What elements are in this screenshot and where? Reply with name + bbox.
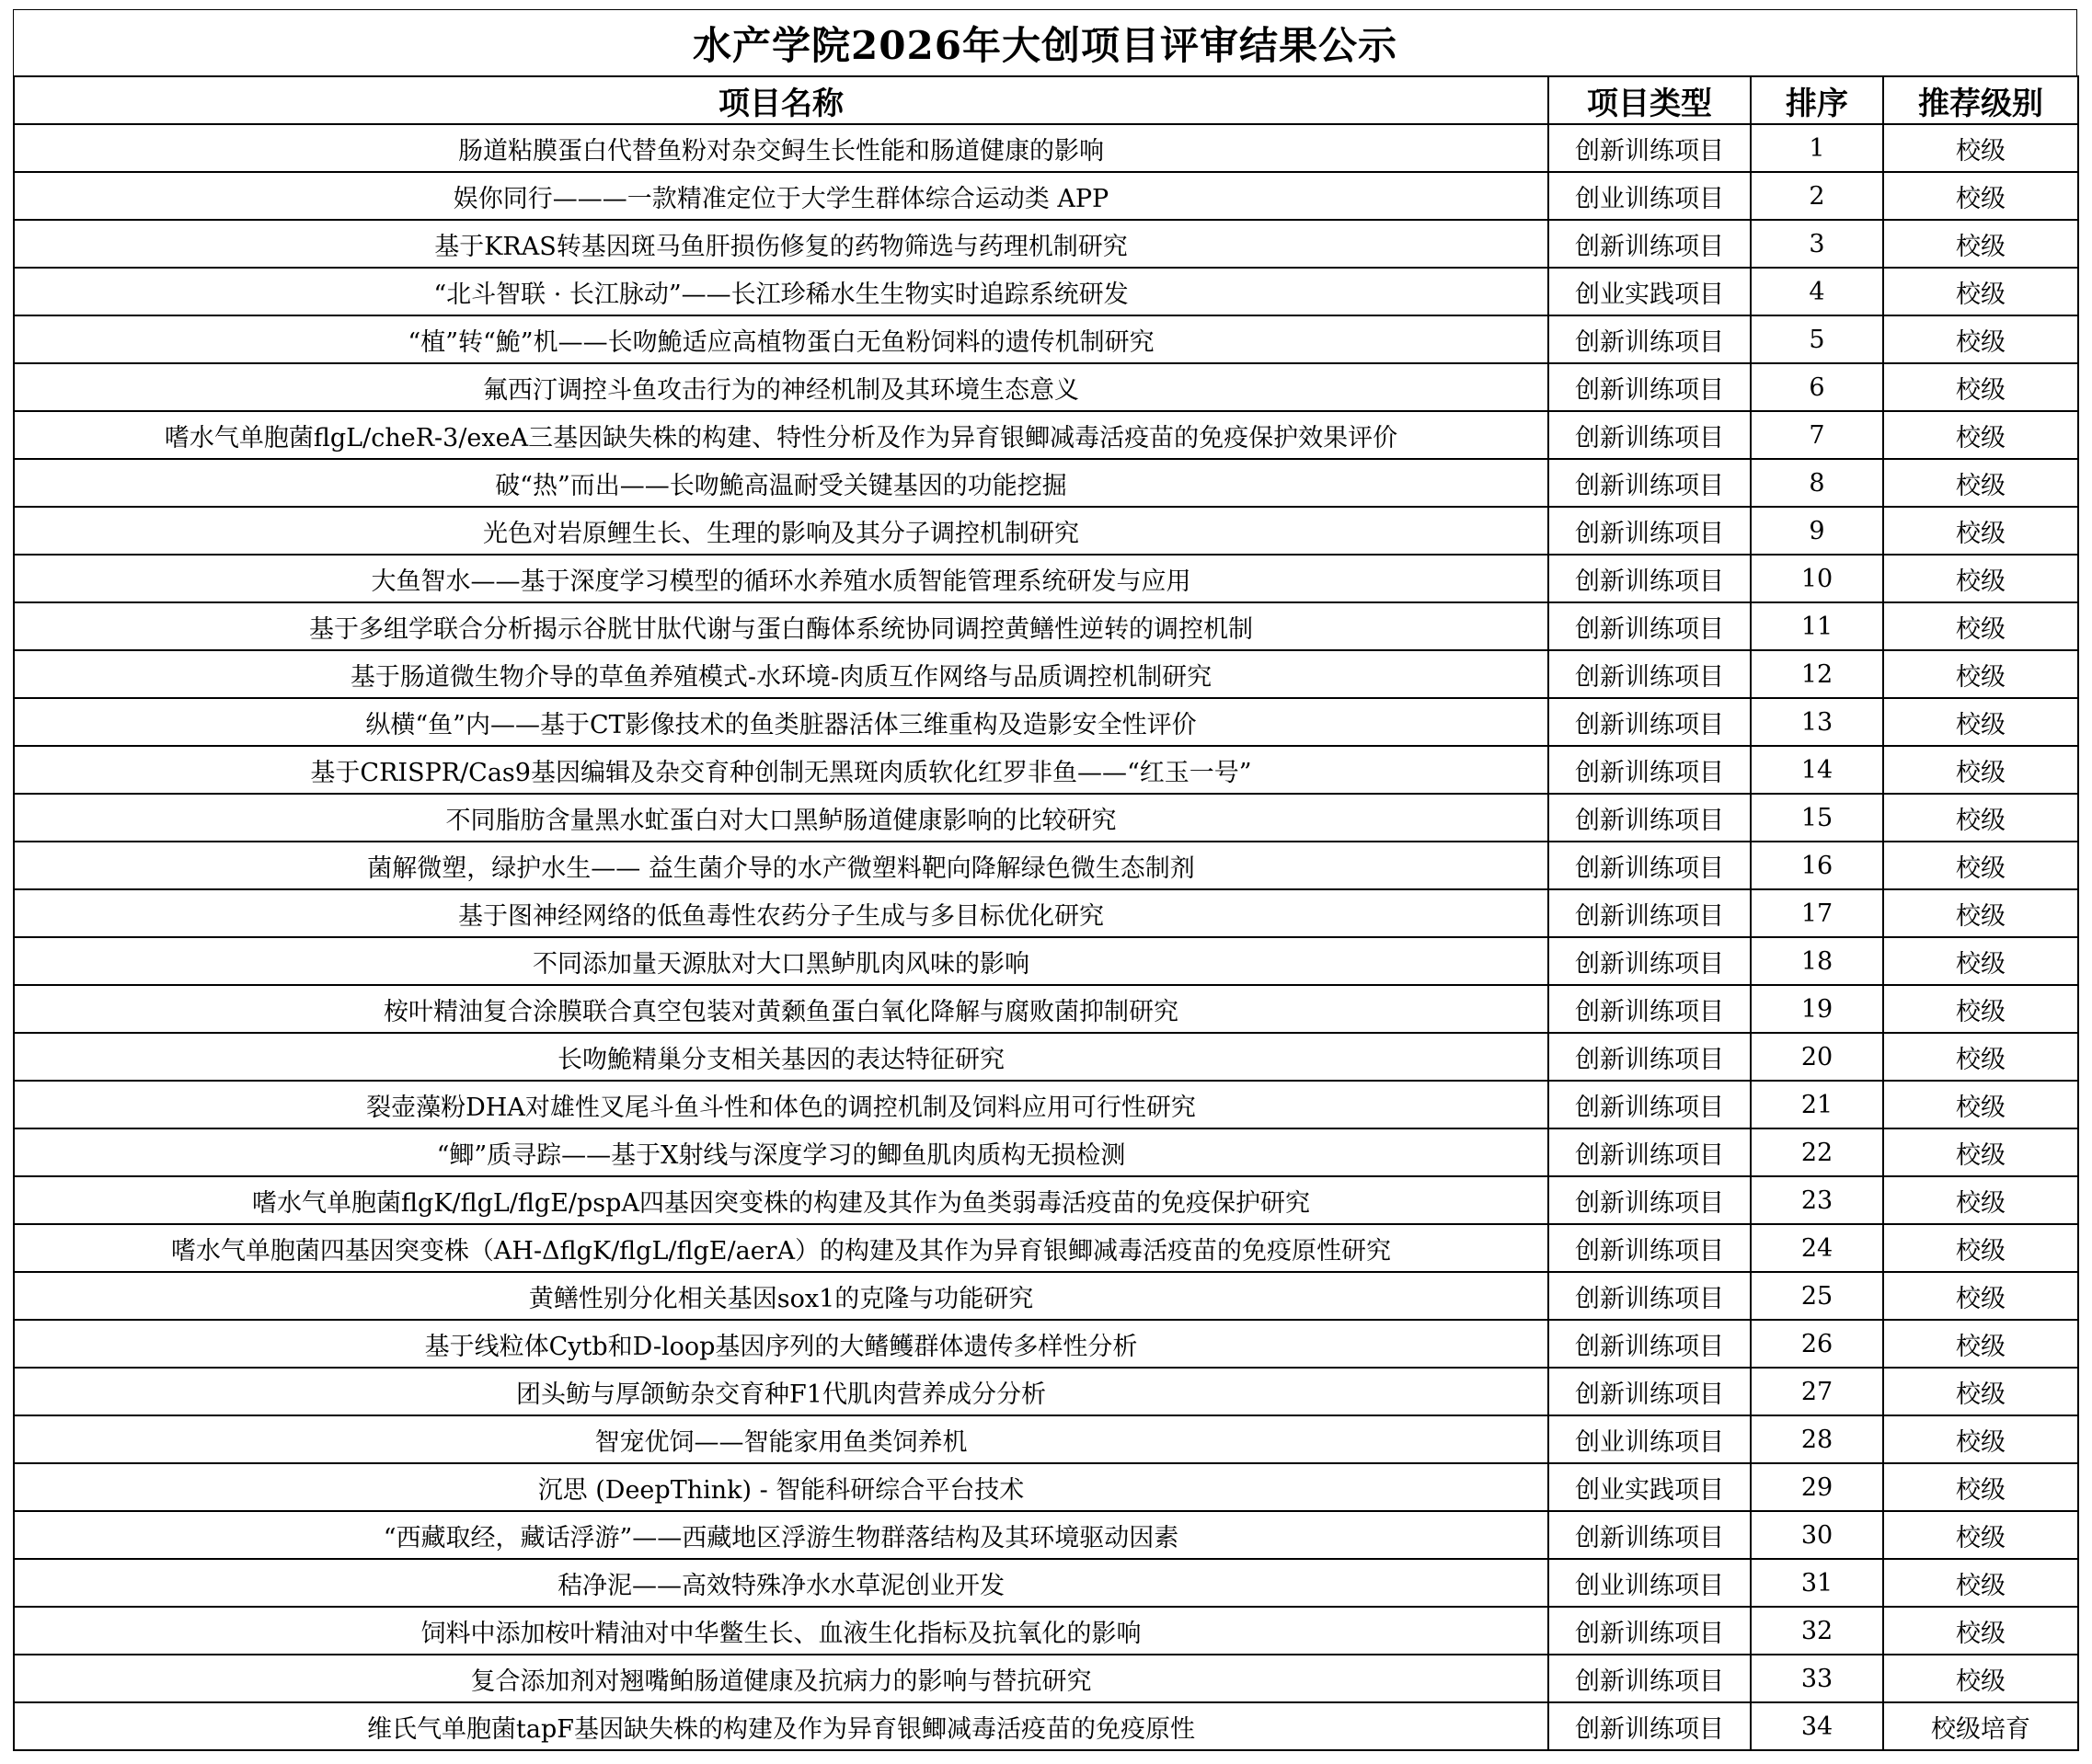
table-body [14, 124, 2078, 1750]
table-row [14, 698, 2078, 746]
project-type-cell: 创业实践项目 [1548, 1463, 1751, 1511]
level-cell: 校级 [1883, 842, 2078, 889]
rank-cell: 21 [1751, 1081, 1883, 1128]
project-name-cell: 秸净泥——高效特殊净水水草泥创业开发 [14, 1559, 1548, 1607]
title-box [13, 9, 2077, 75]
level-cell: 校级 [1883, 363, 2078, 411]
rank-cell: 1 [1751, 124, 1883, 172]
rank-cell: 9 [1751, 507, 1883, 555]
table-row [14, 459, 2078, 507]
rank-cell: 27 [1751, 1368, 1883, 1415]
table-row [14, 889, 2078, 937]
project-name-cell: 菌解微塑，绿护水生—— 益生菌介导的水产微塑料靶向降解绿色微生态制剂 [14, 842, 1548, 889]
table-row [14, 507, 2078, 555]
level-cell: 校级 [1883, 1607, 2078, 1655]
level-cell: 校级 [1883, 602, 2078, 650]
rank-cell: 3 [1751, 220, 1883, 268]
level-cell: 校级 [1883, 698, 2078, 746]
level-cell: 校级 [1883, 746, 2078, 794]
project-name-cell: “植”转“鮠”机——长吻鮠适应高植物蛋白无鱼粉饲料的遗传机制研究 [14, 315, 1548, 363]
project-type-cell: 创业训练项目 [1548, 172, 1751, 220]
project-name-cell: 嗜水气单胞菌四基因突变株（AH-ΔflgK/flgL/flgE/aerA）的构建及其作为异育银鲫减毒活疫苗的免疫原性研究 [14, 1224, 1548, 1272]
results-document [13, 9, 2079, 1751]
project-type-cell: 创新训练项目 [1548, 746, 1751, 794]
project-name-cell: “西藏取经，藏话浮游”——西藏地区浮游生物群落结构及其环境驱动因素 [14, 1511, 1548, 1559]
project-name-cell: 基于KRAS转基因斑马鱼肝损伤修复的药物筛选与药理机制研究 [14, 220, 1548, 268]
level-cell: 校级 [1883, 1224, 2078, 1272]
level-cell: 校级 [1883, 1176, 2078, 1224]
project-name-cell: 嗜水气单胞菌flgL/cheR-3/exeA三基因缺失株的构建、特性分析及作为异育银鲫减毒活疫苗的免疫保护效果评价 [14, 411, 1548, 459]
rank-cell: 2 [1751, 172, 1883, 220]
table-row [14, 985, 2078, 1033]
rank-cell: 5 [1751, 315, 1883, 363]
project-name-cell: 饲料中添加桉叶精油对中华鳖生长、血液生化指标及抗氧化的影响 [14, 1607, 1548, 1655]
level-cell: 校级 [1883, 937, 2078, 985]
level-cell: 校级 [1883, 1463, 2078, 1511]
level-cell: 校级 [1883, 650, 2078, 698]
project-type-cell: 创业训练项目 [1548, 1559, 1751, 1607]
project-type-cell: 创新训练项目 [1548, 315, 1751, 363]
rank-cell: 16 [1751, 842, 1883, 889]
rank-cell: 7 [1751, 411, 1883, 459]
project-name-cell: 基于线粒体Cytb和D-loop基因序列的大鳍鳠群体遗传多样性分析 [14, 1320, 1548, 1368]
header-row [14, 76, 2078, 124]
level-cell: 校级 [1883, 1415, 2078, 1463]
rank-cell: 20 [1751, 1033, 1883, 1081]
project-type-cell: 创新训练项目 [1548, 698, 1751, 746]
project-type-cell: 创新训练项目 [1548, 507, 1751, 555]
level-cell: 校级 [1883, 794, 2078, 842]
rank-cell: 18 [1751, 937, 1883, 985]
table-row [14, 268, 2078, 315]
project-type-cell: 创新训练项目 [1548, 1655, 1751, 1702]
table-row [14, 220, 2078, 268]
project-name-cell: 黄鳝性别分化相关基因sox1的克隆与功能研究 [14, 1272, 1548, 1320]
level-cell: 校级 [1883, 1511, 2078, 1559]
table-row [14, 1607, 2078, 1655]
results-table [13, 75, 2079, 1751]
rank-cell: 10 [1751, 555, 1883, 602]
level-cell: 校级 [1883, 1272, 2078, 1320]
table-row [14, 1655, 2078, 1702]
level-cell: 校级 [1883, 411, 2078, 459]
project-name-cell: 裂壶藻粉DHA对雄性叉尾斗鱼斗性和体色的调控机制及饲料应用可行性研究 [14, 1081, 1548, 1128]
project-type-cell: 创新训练项目 [1548, 1176, 1751, 1224]
level-cell: 校级 [1883, 459, 2078, 507]
project-type-cell: 创新训练项目 [1548, 555, 1751, 602]
table-row [14, 1272, 2078, 1320]
project-type-cell: 创新训练项目 [1548, 1702, 1751, 1750]
table-row [14, 363, 2078, 411]
project-type-cell: 创新训练项目 [1548, 1033, 1751, 1081]
project-name-cell: 团头鲂与厚颌鲂杂交育种F1代肌肉营养成分分析 [14, 1368, 1548, 1415]
table-row [14, 937, 2078, 985]
level-cell: 校级 [1883, 315, 2078, 363]
project-type-cell: 创新训练项目 [1548, 1320, 1751, 1368]
table-row [14, 1415, 2078, 1463]
table-row [14, 124, 2078, 172]
table-row [14, 1368, 2078, 1415]
project-type-cell: 创新训练项目 [1548, 937, 1751, 985]
rank-cell: 14 [1751, 746, 1883, 794]
rank-cell: 26 [1751, 1320, 1883, 1368]
rank-cell: 13 [1751, 698, 1883, 746]
table-row [14, 794, 2078, 842]
table-row [14, 172, 2078, 220]
project-type-cell: 创新训练项目 [1548, 842, 1751, 889]
project-name-cell: 智宠优饲——智能家用鱼类饲养机 [14, 1415, 1548, 1463]
project-name-cell: 娱你同行———一款精准定位于大学生群体综合运动类 APP [14, 172, 1548, 220]
table-row [14, 650, 2078, 698]
project-type-cell: 创新训练项目 [1548, 794, 1751, 842]
table-row [14, 1463, 2078, 1511]
project-type-cell: 创新训练项目 [1548, 1272, 1751, 1320]
level-cell: 校级 [1883, 507, 2078, 555]
table-row [14, 1320, 2078, 1368]
rank-cell: 24 [1751, 1224, 1883, 1272]
project-type-cell: 创新训练项目 [1548, 985, 1751, 1033]
level-cell: 校级 [1883, 1368, 2078, 1415]
project-name-cell: 不同添加量天源肽对大口黑鲈肌肉风味的影响 [14, 937, 1548, 985]
project-type-cell: 创新训练项目 [1548, 650, 1751, 698]
project-name-cell: 维氏气单胞菌tapF基因缺失株的构建及作为异育银鲫减毒活疫苗的免疫原性 [14, 1702, 1548, 1750]
rank-cell: 29 [1751, 1463, 1883, 1511]
rank-cell: 28 [1751, 1415, 1883, 1463]
table-row [14, 555, 2078, 602]
level-cell: 校级 [1883, 1320, 2078, 1368]
table-row [14, 1224, 2078, 1272]
rank-cell: 31 [1751, 1559, 1883, 1607]
project-name-cell: 基于肠道微生物介导的草鱼养殖模式-水环境-肉质互作网络与品质调控机制研究 [14, 650, 1548, 698]
project-name-cell: 桉叶精油复合涂膜联合真空包装对黄颡鱼蛋白氧化降解与腐败菌抑制研究 [14, 985, 1548, 1033]
project-type-cell: 创新训练项目 [1548, 1368, 1751, 1415]
table-row [14, 1559, 2078, 1607]
project-name-cell: 光色对岩原鲤生长、生理的影响及其分子调控机制研究 [14, 507, 1548, 555]
table-row [14, 1081, 2078, 1128]
project-name-cell: 基于多组学联合分析揭示谷胱甘肽代谢与蛋白酶体系统协同调控黄鳝性逆转的调控机制 [14, 602, 1548, 650]
header-level: 推荐级别 [1883, 76, 2078, 124]
project-type-cell: 创业实践项目 [1548, 268, 1751, 315]
level-cell: 校级 [1883, 985, 2078, 1033]
project-type-cell: 创新训练项目 [1548, 889, 1751, 937]
project-type-cell: 创新训练项目 [1548, 459, 1751, 507]
project-name-cell: 基于CRISPR/Cas9基因编辑及杂交育种创制无黑斑肉质软化红罗非鱼——“红玉一号” [14, 746, 1548, 794]
level-cell: 校级 [1883, 1081, 2078, 1128]
table-row [14, 842, 2078, 889]
project-name-cell: “鲫”质寻踪——基于X射线与深度学习的鲫鱼肌肉质构无损检测 [14, 1128, 1548, 1176]
level-cell: 校级 [1883, 1559, 2078, 1607]
rank-cell: 34 [1751, 1702, 1883, 1750]
level-cell: 校级 [1883, 1033, 2078, 1081]
project-name-cell: 不同脂肪含量黑水虻蛋白对大口黑鲈肠道健康影响的比较研究 [14, 794, 1548, 842]
project-type-cell: 创新训练项目 [1548, 1607, 1751, 1655]
rank-cell: 22 [1751, 1128, 1883, 1176]
level-cell: 校级 [1883, 220, 2078, 268]
rank-cell: 12 [1751, 650, 1883, 698]
project-type-cell: 创新训练项目 [1548, 602, 1751, 650]
rank-cell: 25 [1751, 1272, 1883, 1320]
project-name-cell: 基于图神经网络的低鱼毒性农药分子生成与多目标优化研究 [14, 889, 1548, 937]
rank-cell: 23 [1751, 1176, 1883, 1224]
rank-cell: 17 [1751, 889, 1883, 937]
project-type-cell: 创新训练项目 [1548, 411, 1751, 459]
rank-cell: 32 [1751, 1607, 1883, 1655]
level-cell: 校级 [1883, 1128, 2078, 1176]
header-project-name: 项目名称 [14, 76, 1548, 124]
level-cell: 校级 [1883, 889, 2078, 937]
project-type-cell: 创新训练项目 [1548, 220, 1751, 268]
project-name-cell: 长吻鮠精巢分支相关基因的表达特征研究 [14, 1033, 1548, 1081]
level-cell: 校级 [1883, 124, 2078, 172]
rank-cell: 11 [1751, 602, 1883, 650]
project-name-cell: 纵横“鱼”内——基于CT影像技术的鱼类脏器活体三维重构及造影安全性评价 [14, 698, 1548, 746]
table-row [14, 1702, 2078, 1750]
rank-cell: 8 [1751, 459, 1883, 507]
project-name-cell: 肠道粘膜蛋白代替鱼粉对杂交鲟生长性能和肠道健康的影响 [14, 124, 1548, 172]
project-type-cell: 创新训练项目 [1548, 124, 1751, 172]
rank-cell: 6 [1751, 363, 1883, 411]
project-name-cell: 大鱼智水——基于深度学习模型的循环水养殖水质智能管理系统研发与应用 [14, 555, 1548, 602]
project-type-cell: 创新训练项目 [1548, 1224, 1751, 1272]
level-cell: 校级 [1883, 268, 2078, 315]
project-type-cell: 创新训练项目 [1548, 1081, 1751, 1128]
table-row [14, 1033, 2078, 1081]
header-rank: 排序 [1751, 76, 1883, 124]
project-type-cell: 创新训练项目 [1548, 1511, 1751, 1559]
project-name-cell: 沉思 (DeepThink) - 智能科研综合平台技术 [14, 1463, 1548, 1511]
page-title: 水产学院2026年大创项目评审结果公示 [693, 22, 1397, 68]
table-row [14, 1128, 2078, 1176]
project-name-cell: “北斗智联 · 长江脉动”——长江珍稀水生生物实时追踪系统研发 [14, 268, 1548, 315]
project-type-cell: 创新训练项目 [1548, 1128, 1751, 1176]
rank-cell: 15 [1751, 794, 1883, 842]
project-name-cell: 破“热”而出——长吻鮠高温耐受关键基因的功能挖掘 [14, 459, 1548, 507]
level-cell: 校级 [1883, 1655, 2078, 1702]
table-row [14, 746, 2078, 794]
table-row [14, 602, 2078, 650]
rank-cell: 30 [1751, 1511, 1883, 1559]
project-type-cell: 创业训练项目 [1548, 1415, 1751, 1463]
project-name-cell: 复合添加剂对翘嘴鲌肠道健康及抗病力的影响与替抗研究 [14, 1655, 1548, 1702]
rank-cell: 4 [1751, 268, 1883, 315]
table-row [14, 1511, 2078, 1559]
project-name-cell: 氟西汀调控斗鱼攻击行为的神经机制及其环境生态意义 [14, 363, 1548, 411]
level-cell: 校级 [1883, 555, 2078, 602]
rank-cell: 19 [1751, 985, 1883, 1033]
project-name-cell: 嗜水气单胞菌flgK/flgL/flgE/pspA四基因突变株的构建及其作为鱼类弱毒活疫苗的免疫保护研究 [14, 1176, 1548, 1224]
table-row [14, 411, 2078, 459]
table-row [14, 1176, 2078, 1224]
level-cell: 校级 [1883, 172, 2078, 220]
project-type-cell: 创新训练项目 [1548, 363, 1751, 411]
level-cell: 校级培育 [1883, 1702, 2078, 1750]
rank-cell: 33 [1751, 1655, 1883, 1702]
table-row [14, 315, 2078, 363]
header-project-type: 项目类型 [1548, 76, 1751, 124]
